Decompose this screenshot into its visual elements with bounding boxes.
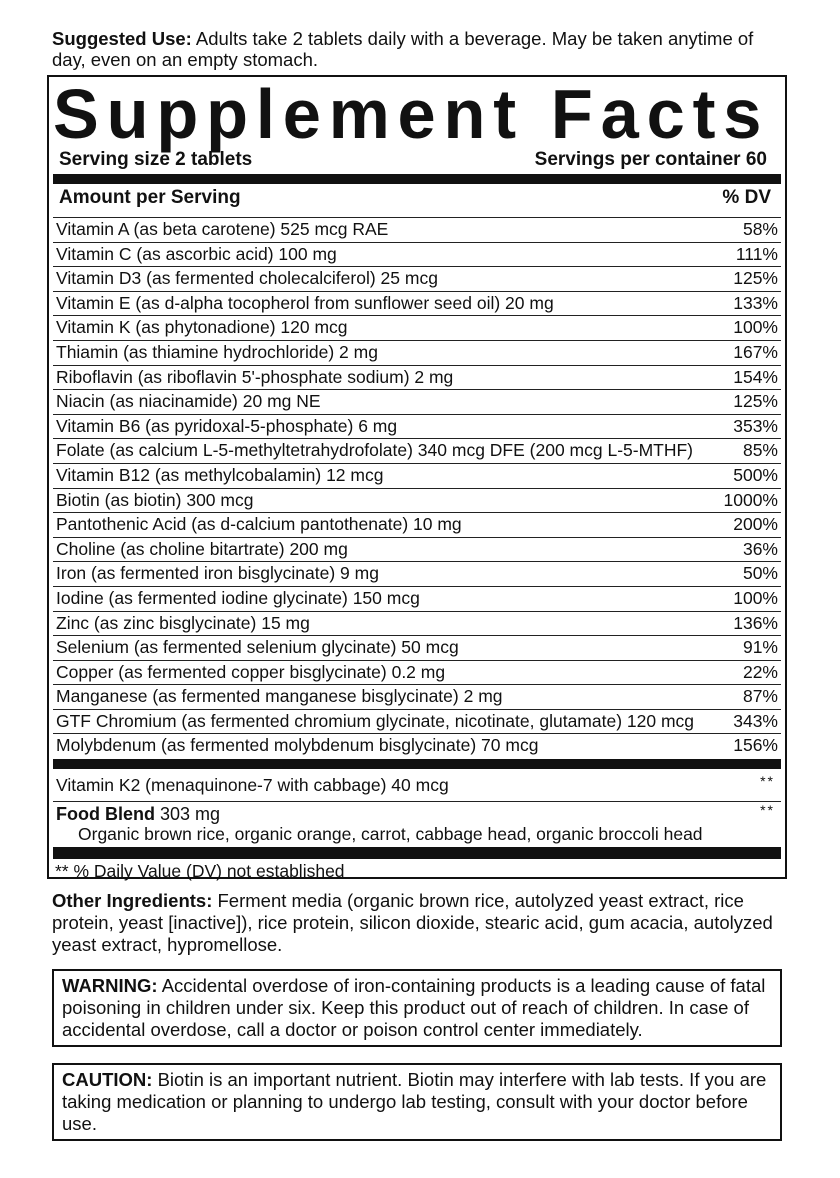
nutrient-name: Vitamin K (as phytonadione) 120 mcg [56, 317, 348, 338]
nutrient-row [53, 660, 781, 685]
nutrient-name: Zinc (as zinc bisglycinate) 15 mg [56, 612, 310, 633]
nutrient-dv: 154% [733, 366, 778, 387]
warning-text [62, 975, 772, 1041]
nutrient-row [53, 733, 781, 758]
nutrient-name: Thiamin (as thiamine hydrochloride) 2 mg [56, 341, 378, 362]
nutrient-row [53, 291, 781, 316]
nutrient-name: Vitamin A (as beta carotene) 525 mcg RAE [56, 219, 389, 239]
nutrient-row [53, 537, 781, 562]
nutrient-row [53, 770, 781, 800]
nutrient-row [53, 217, 781, 242]
nutrient-dv: 1000% [723, 489, 778, 510]
nutrient-name: Vitamin B12 (as methylcobalamin) 12 mcg [56, 464, 384, 485]
nutrient-row [53, 242, 781, 267]
dv-header: % DV [722, 187, 771, 208]
other-ingredients [52, 890, 792, 956]
nutrient-dv: 87% [742, 686, 778, 707]
nutrient-row [53, 709, 781, 734]
serving-size: Serving size 2 tablets [59, 149, 253, 170]
nutrient-name: Biotin (as biotin) 300 mcg [56, 489, 254, 510]
food-blend-name [56, 804, 220, 825]
food-blend-amount: 303 mg [154, 804, 221, 824]
nutrient-name: Vitamin C (as ascorbic acid) 100 mg [56, 243, 337, 264]
nutrient-row [53, 684, 781, 709]
nutrient-row [53, 488, 781, 513]
nutrient-name: Manganese (as fermented manganese bisglycinate) 2 mg [56, 686, 503, 707]
nutrient-name: Vitamin B6 (as pyridoxal-5-phosphate) 6 mg [56, 415, 398, 436]
caution-label: CAUTION: [62, 1069, 153, 1090]
nutrient-row [53, 635, 781, 660]
nutrient-name: Choline (as choline bitartrate) 200 mg [56, 538, 348, 559]
caution-text [62, 1069, 772, 1135]
food-blend-dv: ** [760, 802, 775, 818]
nutrient-name: GTF Chromium (as fermented chromium glycinate, nicotinate, glutamate) 120 mcg [56, 710, 695, 731]
food-blend [53, 801, 781, 846]
nutrient-row [53, 365, 781, 390]
nutrient-dv: 500% [733, 464, 778, 485]
nutrient-name: Vitamin D3 (as fermented cholecalciferol) 25 mcg [56, 268, 438, 289]
caution-body: Biotin is an important nutrient. Biotin may interfere with lab tests. If you are taking medication or planning to undergo lab testing, consult with your doctor before use. [62, 1069, 767, 1134]
nutrient-name: Vitamin K2 (menaquinone-7 with cabbage) 40 mcg [56, 775, 449, 795]
nutrient-dv: ** [760, 773, 775, 789]
nutrient-dv: 36% [742, 538, 778, 559]
thick-divider [53, 847, 781, 859]
nutrient-name: Iodine (as fermented iodine glycinate) 150 mcg [56, 587, 420, 608]
warning-body: Accidental overdose of iron-containing products is a leading cause of fatal poisoning in children under six. Keep this product out of reach of children. In case of accidental overdose, call a doctor or poison control center immediately. [62, 975, 766, 1040]
nutrient-dv: 91% [742, 637, 778, 658]
nutrient-dv: 58% [742, 219, 778, 239]
nutrient-dv: 167% [733, 341, 778, 362]
nutrient-name: Pantothenic Acid (as d-calcium pantothenate) 10 mg [56, 514, 462, 535]
panel-title: Supplement Facts [53, 75, 770, 153]
nutrient-dv: 125% [733, 268, 778, 289]
nutrient-row [53, 266, 781, 291]
other-ingredients-text: Ferment media (organic brown rice, autolyzed yeast extract, rice protein, yeast [inactive]), rice protein, silicon dioxide, stearic acid, gum acacia, autolyzed yeast extract, hypromellose. [52, 890, 773, 955]
warning-box [52, 969, 782, 1047]
thick-divider [53, 759, 781, 769]
supplement-facts-panel [47, 75, 787, 879]
food-blend-label: Food Blend [56, 804, 155, 824]
nutrient-dv: 156% [733, 735, 778, 756]
nutrient-dv: 133% [733, 292, 778, 313]
nutrient-row [53, 512, 781, 537]
nutrient-name: Selenium (as fermented selenium glycinate) 50 mcg [56, 637, 459, 658]
nutrient-dv: 50% [742, 563, 778, 584]
nutrient-dv: 343% [733, 710, 778, 731]
nutrient-rows [53, 217, 781, 758]
thick-divider [53, 174, 781, 184]
nutrient-name: Iron (as fermented iron bisglycinate) 9 mg [56, 563, 379, 584]
nutrient-dv: 100% [733, 317, 778, 338]
suggested-use [52, 28, 792, 70]
nutrient-dv: 100% [733, 587, 778, 608]
nutrient-dv: 85% [742, 440, 778, 461]
nutrient-name: Niacin (as niacinamide) 20 mg NE [56, 391, 321, 412]
nutrient-row [53, 561, 781, 586]
nutrient-row [53, 438, 781, 463]
nutrient-dv: 200% [733, 514, 778, 535]
nutrient-row [53, 611, 781, 636]
dv-footnote: ** % Daily Value (DV) not established [55, 861, 345, 881]
suggested-use-label: Suggested Use: [52, 28, 192, 49]
nutrient-dv: 22% [742, 661, 778, 682]
food-blend-ingredients: Organic brown rice, organic orange, carrot, cabbage head, organic broccoli head [78, 824, 703, 844]
nutrient-row [53, 463, 781, 488]
nutrient-row [53, 586, 781, 611]
nutrient-name: Copper (as fermented copper bisglycinate) 0.2 mg [56, 661, 446, 682]
nutrient-dv: 125% [733, 391, 778, 412]
warning-label: WARNING: [62, 975, 158, 996]
nutrient-dv: 111% [735, 243, 778, 264]
servings-per-container: Servings per container 60 [534, 149, 767, 170]
other-ingredients-label: Other Ingredients: [52, 890, 213, 911]
nutrient-name: Molybdenum (as fermented molybdenum bisglycinate) 70 mcg [56, 735, 539, 756]
nutrient-dv: 136% [733, 612, 778, 633]
nutrient-name: Vitamin E (as d-alpha tocopherol from sunflower seed oil) 20 mg [56, 292, 554, 313]
amount-header: Amount per Serving [59, 187, 241, 208]
nutrient-row [53, 340, 781, 365]
nutrient-dv: 353% [733, 415, 778, 436]
nutrient-name: Folate (as calcium L-5-methyltetrahydrofolate) 340 mcg DFE (200 mcg L-5-MTHF) [56, 440, 694, 461]
suggested-use-text: Adults take 2 tablets daily with a beverage. May be taken anytime of day, even on an empty stomach. [52, 28, 754, 70]
caution-box [52, 1063, 782, 1141]
nutrient-row [53, 414, 781, 439]
nutrient-name: Riboflavin (as riboflavin 5'-phosphate sodium) 2 mg [56, 366, 454, 387]
nutrient-row [53, 315, 781, 340]
nutrient-row [53, 389, 781, 414]
